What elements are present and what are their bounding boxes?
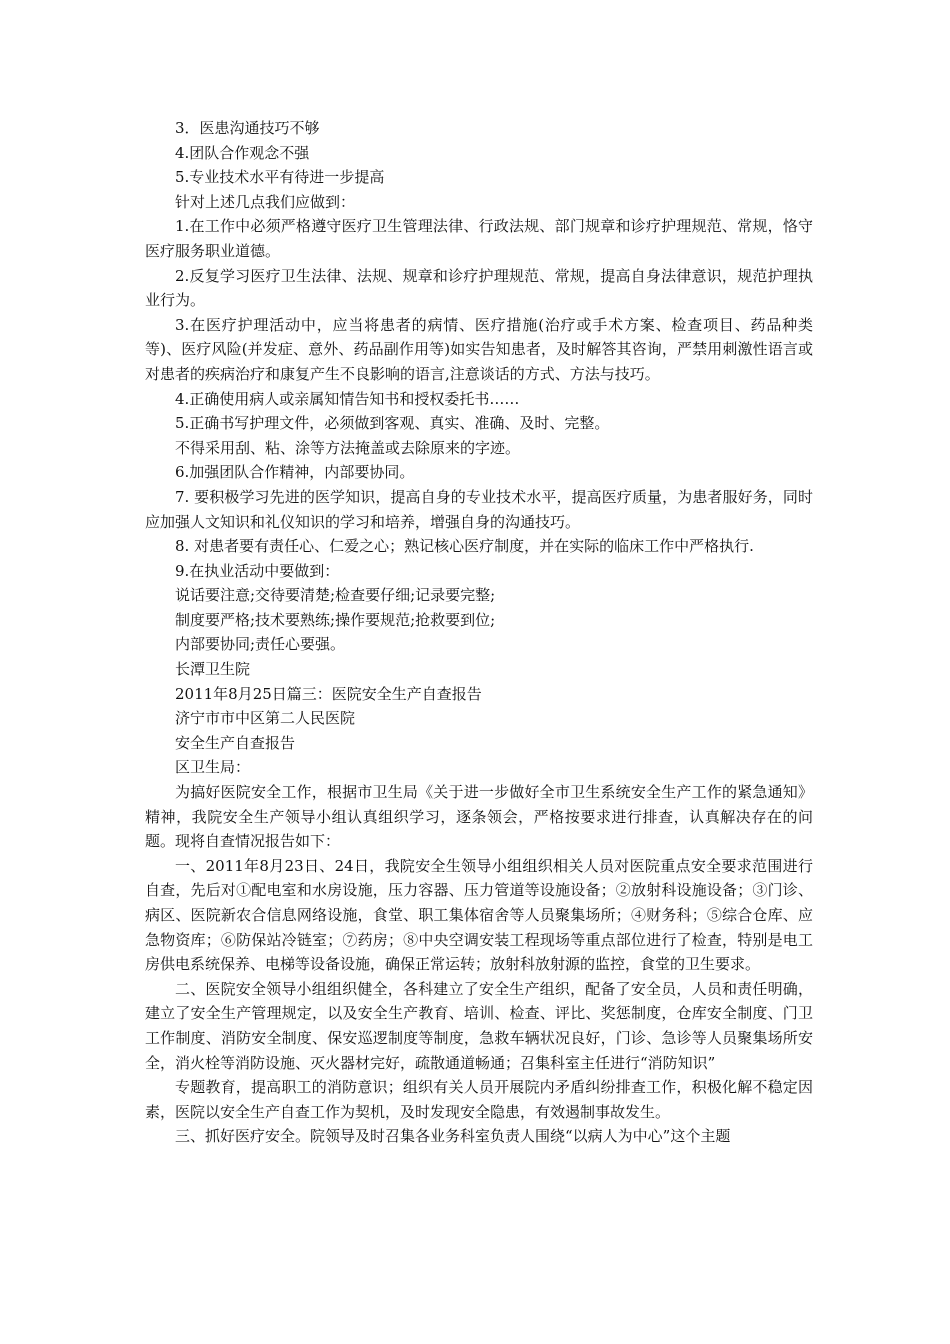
paragraph: 一、2011年8月23日、24日，我院安全生领导小组组织相关人员对医院重点安全要求范围进行自查，先后对①配电室和水房设施，压力容器、压力管道等设施设备；②放射科设施设备；③门诊、病区、医院新农合信息网络设施，食堂、职工集体宿舍等人员聚集场所；④财务科；⑤综合仓库、应急物资库；⑥防保站冷链室；⑦药房；⑧中央空调安装工程现场等重点部位进行了检查，特别是电工房供电系统保养、电梯等设备设施，确保正常运转；放射科放射源的监控，食堂的卫生要求。 — [145, 856, 813, 974]
paragraph: 为搞好医院安全工作，根据市卫生局《关于进一步做好全市卫生系统安全生产工作的紧急通知》精神，我院安全生产领导小组认真组织学习，逐条领会，严格按要求进行排查，认真解决存在的问题。现将自查情况报告如下： — [145, 783, 813, 851]
paragraph: 3.在医疗护理活动中，应当将患者的病情、医疗措施(治疗或手术方案、检查项目、药品种类等)、医疗风险(并发症、意外、药品副作用等)如实告知患者，及时解答其咨询，严禁用刺激性语言或对患者的疾病治疗和康复产生不良影响的语言,注意谈话的方式、方法与技巧。 — [145, 315, 813, 383]
text-line: 3．医患沟通技巧不够 — [175, 119, 320, 137]
text-line: 9.在执业活动中要做到： — [175, 561, 340, 580]
text-line: 8. 对患者要有责任心、仁爱之心；熟记核心医疗制度，并在实际的临床工作中严格执行. — [175, 537, 754, 556]
text-line: 制度要严格;技术要熟练;操作要规范;抢救要到位; — [175, 610, 496, 629]
paragraph: 1.在工作中必须严格遵守医疗卫生管理法律、行政法规、部门规章和诊疗护理规范、常规，恪守医疗服务职业道德。 — [145, 217, 813, 260]
paragraph: 二、医院安全领导小组组织健全，各科建立了安全生产组织，配备了安全员，人员和责任明确，建立了安全生产管理规定，以及安全生产教育、培训、检查、评比、奖惩制度，仓库安全制度、门卫工作制度、消防安全制度、保安巡逻制度等制度，急救车辆状况良好，门诊、急诊等人员聚集场所安全，消火栓等消防设施、灭火器材完好，疏散通道畅通；召集科室主任进行“消防知识” — [145, 979, 813, 1072]
text-line: 6.加强团队合作精神，内部要协同。 — [175, 463, 415, 482]
report-title: 安全生产自查报告 — [175, 733, 296, 752]
signature-org: 长潭卫生院 — [175, 660, 251, 679]
paragraph: 三、抓好医疗安全。院领导及时召集各业务科室负责人围绕“以病人为中心”这个主题 — [175, 1127, 731, 1146]
text-line: 说话要注意;交待要清楚;检查要仔细;记录要完整; — [175, 586, 496, 605]
text-line: 5.正确书写护理文件，必须做到客观、真实、准确、及时、完整。 — [175, 414, 610, 433]
paragraph: 7. 要积极学习先进的医学知识，提高自身的专业技术水平，提高医疗质量，为患者服好务，同时应加强人文知识和礼仪知识的学习和培养，增强自身的沟通技巧。 — [145, 487, 813, 531]
date-line: 2011年8月25日篇三：医院安全生产自查报告 — [175, 684, 482, 703]
text-line: 5.专业技术水平有待进一步提高 — [175, 168, 385, 187]
organization-name: 济宁市市中区第二人民医院 — [175, 709, 356, 728]
text-line: 不得采用刮、粘、涂等方法掩盖或去除原来的字迹。 — [175, 438, 521, 457]
document-page — [145, 116, 813, 1149]
paragraph: 2.反复学习医疗卫生法律、法规、规章和诊疗护理规范、常规，提高自身法律意识，规范护理执业行为。 — [145, 266, 813, 310]
text-line: 内部要协同;责任心要强。 — [175, 635, 346, 654]
text-line: 针对上述几点我们应做到： — [175, 192, 356, 211]
text-line: 4.团队合作观念不强 — [175, 143, 310, 162]
paragraph: 专题教育，提高职工的消防意识；组织有关人员开展院内矛盾纠纷排查工作，积极化解不稳定因素，医院以安全生产自查工作为契机，及时发现安全隐患，有效遏制事故发生。 — [145, 1078, 813, 1121]
recipient: 区卫生局： — [175, 758, 251, 777]
text-line: 4.正确使用病人或亲属知情告知书和授权委托书…… — [175, 389, 520, 408]
